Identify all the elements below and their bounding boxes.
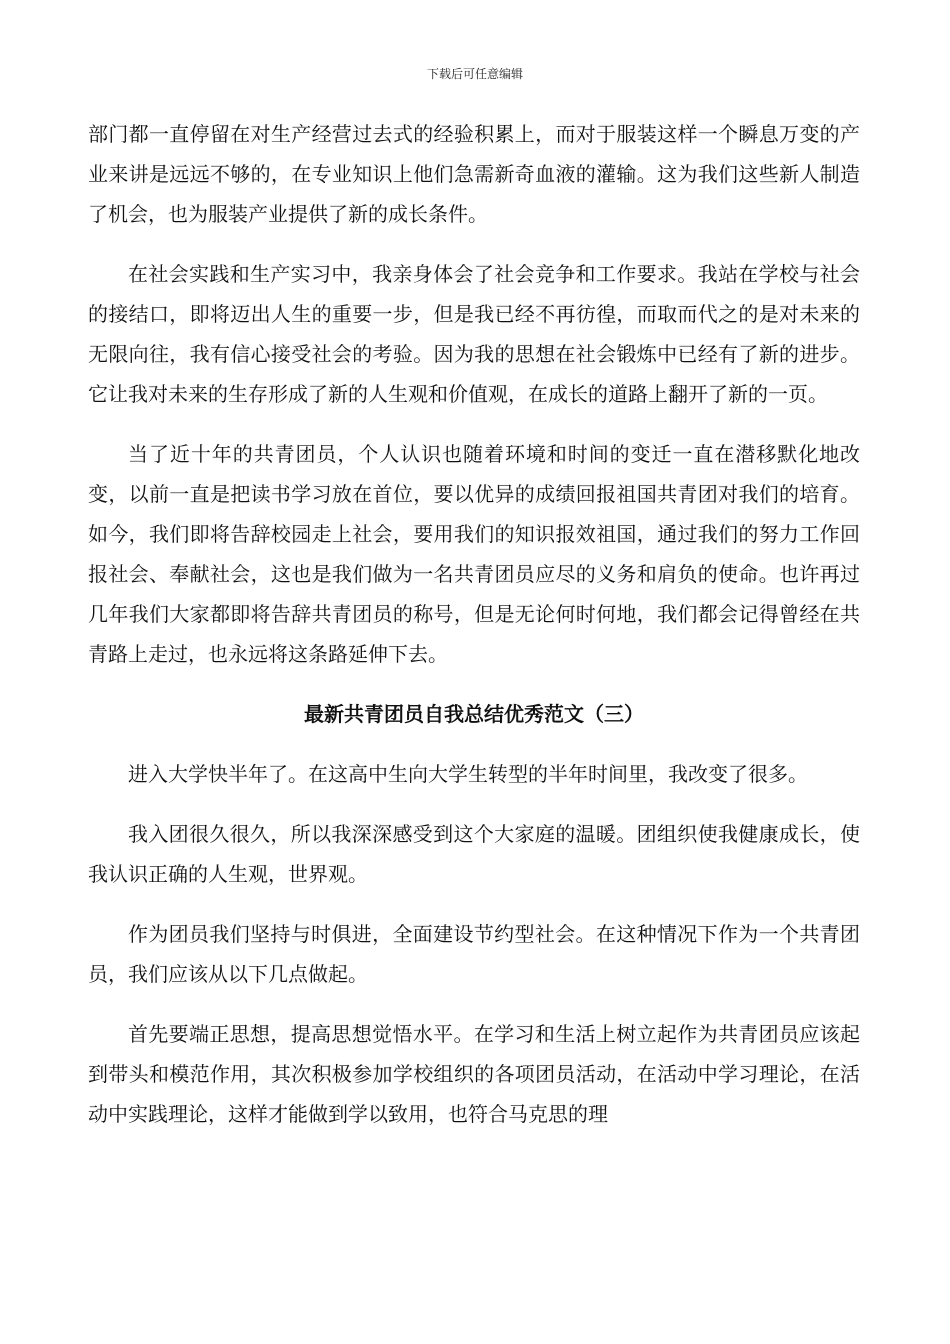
paragraph-7: 首先要端正思想，提高思想觉悟水平。在学习和生活上树立起作为共青团员应该起到带头和模范作用，其次积极参加学校组织的各项团员活动，在活动中学习理论，在活动中实践理论，这样才能做到学以致用，也符合马克思的理	[88, 1022, 860, 1126]
section-title: 最新共青团员自我总结优秀范文（三）	[304, 702, 644, 726]
paragraph-4: 进入大学快半年了。在这高中生向大学生转型的半年时间里，我改变了很多。	[128, 762, 808, 786]
paragraph-6: 作为团员我们坚持与时俱进，全面建设节约型社会。在这种情况下作为一个共青团员，我们应该从以下几点做起。	[88, 922, 860, 986]
page-header: 下载后可任意编辑	[426, 67, 523, 81]
paragraph-5: 我入团很久很久，所以我深深感受到这个大家庭的温暖。团组织使我健康成长，使我认识正确的人生观，世界观。	[88, 822, 860, 886]
paragraph-1: 部门都一直停留在对生产经营过去式的经验积累上，而对于服装这样一个瞬息万变的产业来讲是远远不够的，在专业知识上他们急需新奇血液的灌输。这为我们这些新人制造了机会，也为服装产业提供了新的成长条件。	[88, 122, 860, 226]
paragraph-2: 在社会实践和生产实习中，我亲身体会了社会竞争和工作要求。我站在学校与社会的接结口，即将迈出人生的重要一步，但是我已经不再彷徨，而取而代之的是对未来的无限向往，我有信心接受社会的考验。因为我的思想在社会锻炼中已经有了新的进步。它让我对未来的生存形成了新的人生观和价值观，在成长的道路上翻开了新的一页。	[88, 262, 860, 406]
paragraph-3: 当了近十年的共青团员，个人认识也随着环境和时间的变迁一直在潜移默化地改变，以前一直是把读书学习放在首位，要以优异的成绩回报祖国共青团对我们的培育。如今，我们即将告辞校园走上社会，要用我们的知识报效祖国，通过我们的努力工作回报社会、奉献社会，这也是我们做为一名共青团员应尽的义务和肩负的使命。也许再过几年我们大家都即将告辞共青团员的称号，但是无论何时何地，我们都会记得曾经在共青路上走过，也永远将这条路延伸下去。	[88, 442, 860, 666]
document-body	[88, 114, 860, 1154]
